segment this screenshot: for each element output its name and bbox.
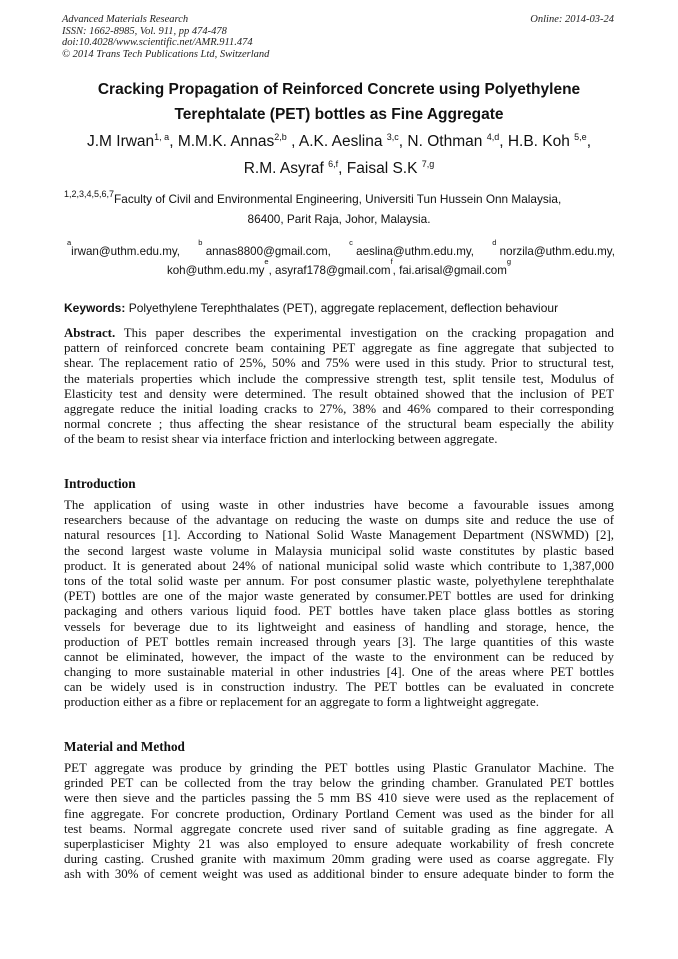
email-address: aeslina@uthm.edu.my, xyxy=(356,245,475,258)
keywords-text: Polyethylene Terephthalates (PET), aggregate replacement, deflection behaviour xyxy=(125,301,559,315)
email-address: , fai.arisal@gmail.com xyxy=(392,264,507,277)
copyright-line: © 2014 Trans Tech Publications Ltd, Switzerland xyxy=(62,48,270,60)
email-line-2 xyxy=(0,257,678,277)
affiliation-line-2: 86400, Parit Raja, Johor, Malaysia. xyxy=(247,212,431,226)
method-line: test beams. Normal aggregate concrete used river sand of suitable grading as fine aggregate. A xyxy=(64,821,614,836)
intro-line: The application of using waste in other industries have become a favourable issues among xyxy=(64,498,614,512)
abstract-line-text: This paper describes the experimental investigation on the cracking propagation and xyxy=(115,326,614,340)
introduction-heading: Introduction xyxy=(64,476,136,491)
email-address: irwan@uthm.edu.my, xyxy=(71,245,181,258)
intro-line: natural resources [1]. According to National Solid Waste Management Department (NSWMD) [2], xyxy=(64,528,614,543)
intro-line: packaging and others various liquid food. PET bottles have taken place glass bottles as storing xyxy=(64,604,614,619)
author-name: J.M Irwan xyxy=(86,133,155,150)
author-sup: 5,e xyxy=(574,132,587,142)
method-line: fine aggregate. For concrete production, Ordinary Portland Cement was used as the binder for all xyxy=(64,806,614,821)
email-mark: b xyxy=(198,238,203,247)
author-sup: 1, a xyxy=(154,132,170,142)
email-mark: f xyxy=(390,257,393,266)
affiliation-sup: 1,2,3,4,5,6,7 xyxy=(64,189,115,199)
email-address: norzila@uthm.edu.my, xyxy=(499,245,615,258)
abstract-line xyxy=(64,326,614,341)
email-mark: a xyxy=(67,238,72,247)
method-line: PET aggregate was produce by grinding the PET bottles using Plastic Granulator Machine. The xyxy=(64,761,614,775)
email-mark: d xyxy=(492,238,497,247)
abstract-line: of the beam to resist shear via interface friction and interlocking between aggregate. xyxy=(64,432,498,447)
author-name: H.B. Koh xyxy=(507,133,570,150)
email-mark: e xyxy=(264,257,269,266)
intro-line: tons of the total solid waste per annum. For post consumer plastic waste, polyethylene terephthalate xyxy=(64,573,614,588)
author-sup: 2,b xyxy=(274,132,287,142)
journal-name: Advanced Materials Research xyxy=(62,14,189,25)
method-line: were then sieve and the particles passing the 5 mm BS 410 sieve were used as the replacement of xyxy=(64,791,614,806)
abstract-line: aggregate reduce the initial loading cracks to 27%, 38% and 46% compared to their corresponding xyxy=(64,401,614,416)
author-sup: 3,c xyxy=(386,132,399,142)
email-mark: g xyxy=(506,257,512,266)
method-line: superplasticiser Mighty 21 was also employed to ensure adequate workability of fresh concrete xyxy=(64,836,614,851)
email-entry xyxy=(67,238,181,258)
email-address: annas8800@gmail.com, xyxy=(205,245,331,258)
intro-line: production either as a fibre or replacement for an aggregate to form a lightweight aggregate. xyxy=(64,695,539,710)
author-name: A.K. Aeslina xyxy=(298,133,383,150)
abstract-line: the materials properties which include the compressive strength test, split tensile test, Modulus of xyxy=(64,371,614,386)
affiliation-line-1 xyxy=(64,189,561,206)
author-name: R.M. Asyraf xyxy=(243,160,324,177)
author-name: M.M.K. Annas xyxy=(177,133,275,150)
intro-line: changing to more sustainable material in other industries [4]. One of the areas where PET bottles xyxy=(64,665,614,680)
author-sup: 7,g xyxy=(421,159,435,169)
email-mark: c xyxy=(349,238,353,247)
method-line: ash with 30% of cement weight was used as additional binder to ensure adequate binder to form the xyxy=(64,867,614,882)
method-line: during casting. Crushed granite with maximum 20mm grading were used as coarse aggregate. Fly xyxy=(64,852,614,867)
keywords xyxy=(64,301,558,315)
intro-line: can be widely used is in construction industry. The PET bottles can be evaluated in concrete xyxy=(64,680,614,695)
intro-line: cannot be eliminated, however, the impact of the waste to the environment can be reduced by xyxy=(64,649,614,664)
email-address: , asyraf178@gmail.com xyxy=(268,264,391,277)
author-line-1: J.M Irwan$^{1, a}$, M.M.K. Annas$^{2,b}$ , A.K. Aeslina $^{3,c}$, N. Othman $^{4,d}$, H.B. Koh $^{5,e}$, xyxy=(86,132,591,150)
doi-line: doi:10.4028/www.scientific.net/AMR.911.474 xyxy=(62,37,253,48)
email-line-1 xyxy=(67,238,615,258)
issn-line: ISSN: 1662-8985, Vol. 911, pp 474-478 xyxy=(62,25,227,37)
email-entry xyxy=(349,238,475,258)
intro-line: researchers because of the advantage on reducing the waste on dumps site and reduce the use of xyxy=(64,513,614,528)
email-address: koh@uthm.edu.my xyxy=(166,264,265,277)
abstract-line: Elasticity test and density were determined. The result obtained showed that the inclusion of PET xyxy=(64,386,614,401)
online-date: Online: 2014-03-24 xyxy=(530,14,614,25)
abstract-line: normal concrete ; thus affecting the shear resistance of the structural beam especially the ability xyxy=(64,417,614,432)
author-line-2: R.M. Asyraf $^{6,f}$, Faisal S.K $^{7,g}$ xyxy=(243,159,435,177)
keywords-label: Keywords: xyxy=(64,301,126,315)
abstract-paragraph xyxy=(64,326,614,448)
intro-line: product. It is generated about 24% of national municipal solid waste which contribute to 1,387,000 xyxy=(64,558,614,573)
method-paragraph xyxy=(64,761,614,883)
paper-title-line-1: Cracking Propagation of Reinforced Concrete using Polyethylene xyxy=(97,81,581,98)
abstract-line: pattern of reinforced concrete beam containing PET aggregate as fine aggregate that subjected to xyxy=(64,341,614,356)
intro-line: (PET) bottles are one of the major waste generated by consumer.PET bottles are used for drinking xyxy=(64,589,614,604)
introduction-paragraph xyxy=(64,498,614,711)
intro-line: the second largest waste volume in Malaysia municipal solid waste constitutes by plastic based xyxy=(64,543,614,558)
method-heading: Material and Method xyxy=(64,739,185,754)
intro-line: production of PET bottles remain increased through years [3]. The large quantities of this waste xyxy=(64,634,614,649)
author-sup: 6,f xyxy=(328,159,339,169)
affiliation-text: Faculty of Civil and Environmental Engineering, Universiti Tun Hussein Onn Malaysia, xyxy=(114,192,562,206)
author-name: Faisal S.K xyxy=(346,160,418,177)
author-name: N. Othman xyxy=(407,133,483,150)
method-line: grinded PET can be collected from the tray below the grinding chamber. Granulated PET bottles xyxy=(64,776,614,791)
paper-title-line-2: Terephtalate (PET) bottles as Fine Aggregate xyxy=(174,106,504,123)
author-sup: 4,d xyxy=(486,132,500,142)
abstract-line: shear. The replacement ratio of 25%, 50% and 75% were used in this study. Prior to structural test, xyxy=(64,356,614,371)
abstract-label: Abstract. xyxy=(64,326,116,340)
intro-line: vessels for beverage due to its lightweight and easiness of handling and storage, hence, the xyxy=(64,619,614,634)
